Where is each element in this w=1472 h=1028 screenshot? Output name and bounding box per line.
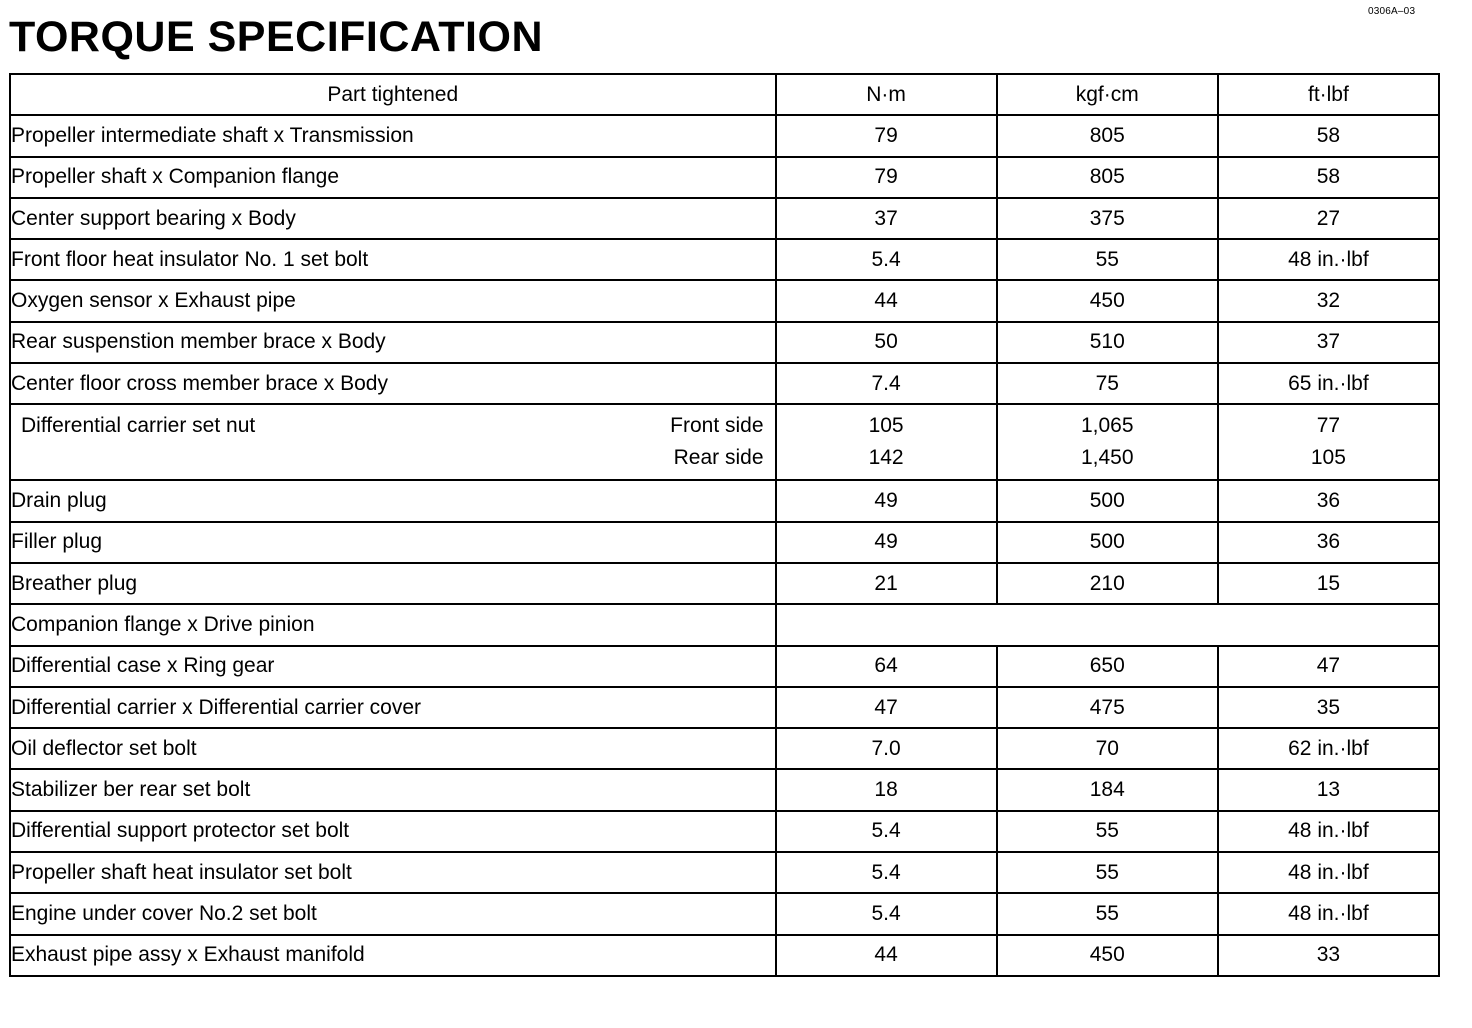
part-cell: Center support bearing x Body [10, 198, 776, 239]
nm-cell: 44 [776, 280, 997, 321]
nm-cell: 64 [776, 646, 997, 687]
table-row [10, 198, 1439, 239]
table-row [10, 280, 1439, 321]
table-row [10, 522, 1439, 563]
nm-cell: 7.0 [776, 728, 997, 769]
ftlbf-cell: 48 in.·lbf [1218, 893, 1439, 934]
ftlbf-cell: 32 [1218, 280, 1439, 321]
part-name: Differential carrier set nut [21, 414, 256, 438]
kgfcm-cell [997, 404, 1218, 480]
nm-cell: 37 [776, 198, 997, 239]
table-row [10, 646, 1439, 687]
part-cell: Engine under cover No.2 set bolt [10, 893, 776, 934]
part-cell: Differential case x Ring gear [10, 646, 776, 687]
part-cell: Companion flange x Drive pinion [10, 604, 776, 645]
part-cell: Rear suspenstion member brace x Body [10, 322, 776, 363]
kgfcm-cell: 55 [997, 239, 1218, 280]
table-row-differential-carrier [10, 404, 1439, 480]
header-kgfcm: kgf·cm [997, 74, 1218, 115]
kgfcm-cell: 375 [997, 198, 1218, 239]
table-row [10, 935, 1439, 976]
kgfcm-cell: 475 [997, 687, 1218, 728]
rear-kgfcm: 1,450 [1080, 446, 1134, 470]
torque-spec-table [9, 73, 1440, 977]
part-cell: Oil deflector set bolt [10, 728, 776, 769]
ftlbf-cell: 15 [1218, 563, 1439, 604]
front-ftlbf: 77 [1316, 414, 1341, 438]
rear-ftlbf: 105 [1310, 446, 1346, 470]
part-cell: Differential carrier x Differential carrier cover [10, 687, 776, 728]
ftlbf-cell: 65 in.·lbf [1218, 363, 1439, 404]
ftlbf-cell: 13 [1218, 769, 1439, 810]
nm-cell: 49 [776, 522, 997, 563]
part-cell: Filler plug [10, 522, 776, 563]
table-row [10, 687, 1439, 728]
part-cell: Drain plug [10, 480, 776, 521]
part-cell: Differential support protector set bolt [10, 811, 776, 852]
kgfcm-cell: 805 [997, 115, 1218, 156]
kgfcm-cell: 55 [997, 811, 1218, 852]
part-cell: Exhaust pipe assy x Exhaust manifold [10, 935, 776, 976]
ftlbf-cell: 48 in.·lbf [1218, 811, 1439, 852]
page-title: TORQUE SPECIFICATION [9, 13, 543, 61]
ftlbf-cell: 58 [1218, 115, 1439, 156]
part-cell: Propeller shaft heat insulator set bolt [10, 852, 776, 893]
table-row [10, 157, 1439, 198]
part-cell: Propeller shaft x Companion flange [10, 157, 776, 198]
nm-cell: 47 [776, 687, 997, 728]
nm-cell [776, 404, 997, 480]
table-row-companion-flange [10, 604, 1439, 645]
part-cell [10, 404, 776, 480]
table-header-row [10, 74, 1439, 115]
kgfcm-cell: 450 [997, 935, 1218, 976]
table-row [10, 728, 1439, 769]
document-code: 0306A–03 [1368, 6, 1416, 17]
table-row [10, 115, 1439, 156]
ftlbf-cell: 47 [1218, 646, 1439, 687]
table-row [10, 363, 1439, 404]
front-side-label: Front side [670, 414, 764, 438]
nm-cell: 18 [776, 769, 997, 810]
side-labels [670, 410, 763, 474]
table-row [10, 480, 1439, 521]
header-ftlbf: ft·lbf [1218, 74, 1439, 115]
ftlbf-cell: 62 in.·lbf [1218, 728, 1439, 769]
rear-side-label: Rear side [673, 446, 764, 470]
kgfcm-cell: 650 [997, 646, 1218, 687]
kgfcm-cell: 55 [997, 893, 1218, 934]
header-part: Part tightened [10, 74, 776, 115]
nm-cell: 5.4 [776, 239, 997, 280]
kgfcm-cell: 510 [997, 322, 1218, 363]
ftlbf-cell: 35 [1218, 687, 1439, 728]
table-row [10, 852, 1439, 893]
part-cell: Propeller intermediate shaft x Transmission [10, 115, 776, 156]
ftlbf-cell [1218, 404, 1439, 480]
table-row [10, 239, 1439, 280]
table-row [10, 893, 1439, 934]
merged-empty-cell [776, 604, 1439, 645]
nm-cell: 5.4 [776, 852, 997, 893]
kgfcm-cell: 500 [997, 480, 1218, 521]
nm-cell: 50 [776, 322, 997, 363]
nm-cell: 5.4 [776, 893, 997, 934]
ftlbf-cell: 48 in.·lbf [1218, 852, 1439, 893]
kgfcm-cell: 450 [997, 280, 1218, 321]
table-row [10, 322, 1439, 363]
ftlbf-cell: 37 [1218, 322, 1439, 363]
nm-cell: 79 [776, 115, 997, 156]
kgfcm-cell: 70 [997, 728, 1218, 769]
nm-cell: 21 [776, 563, 997, 604]
ftlbf-cell: 58 [1218, 157, 1439, 198]
ftlbf-cell: 33 [1218, 935, 1439, 976]
part-cell: Center floor cross member brace x Body [10, 363, 776, 404]
nm-cell: 44 [776, 935, 997, 976]
nm-cell: 7.4 [776, 363, 997, 404]
kgfcm-cell: 75 [997, 363, 1218, 404]
kgfcm-cell: 805 [997, 157, 1218, 198]
ftlbf-cell: 48 in.·lbf [1218, 239, 1439, 280]
front-kgfcm: 1,065 [1080, 414, 1134, 438]
kgfcm-cell: 210 [997, 563, 1218, 604]
nm-cell: 49 [776, 480, 997, 521]
rear-nm: 142 [868, 446, 904, 470]
part-cell: Front floor heat insulator No. 1 set bolt [10, 239, 776, 280]
table-row [10, 811, 1439, 852]
ftlbf-cell: 36 [1218, 522, 1439, 563]
table-row [10, 563, 1439, 604]
ftlbf-cell: 36 [1218, 480, 1439, 521]
table-row [10, 769, 1439, 810]
nm-cell: 79 [776, 157, 997, 198]
kgfcm-cell: 184 [997, 769, 1218, 810]
kgfcm-cell: 500 [997, 522, 1218, 563]
part-cell: Stabilizer ber rear set bolt [10, 769, 776, 810]
part-cell: Breather plug [10, 563, 776, 604]
front-nm: 105 [868, 414, 904, 438]
ftlbf-cell: 27 [1218, 198, 1439, 239]
nm-cell: 5.4 [776, 811, 997, 852]
part-cell: Oxygen sensor x Exhaust pipe [10, 280, 776, 321]
header-nm: N·m [776, 74, 997, 115]
kgfcm-cell: 55 [997, 852, 1218, 893]
